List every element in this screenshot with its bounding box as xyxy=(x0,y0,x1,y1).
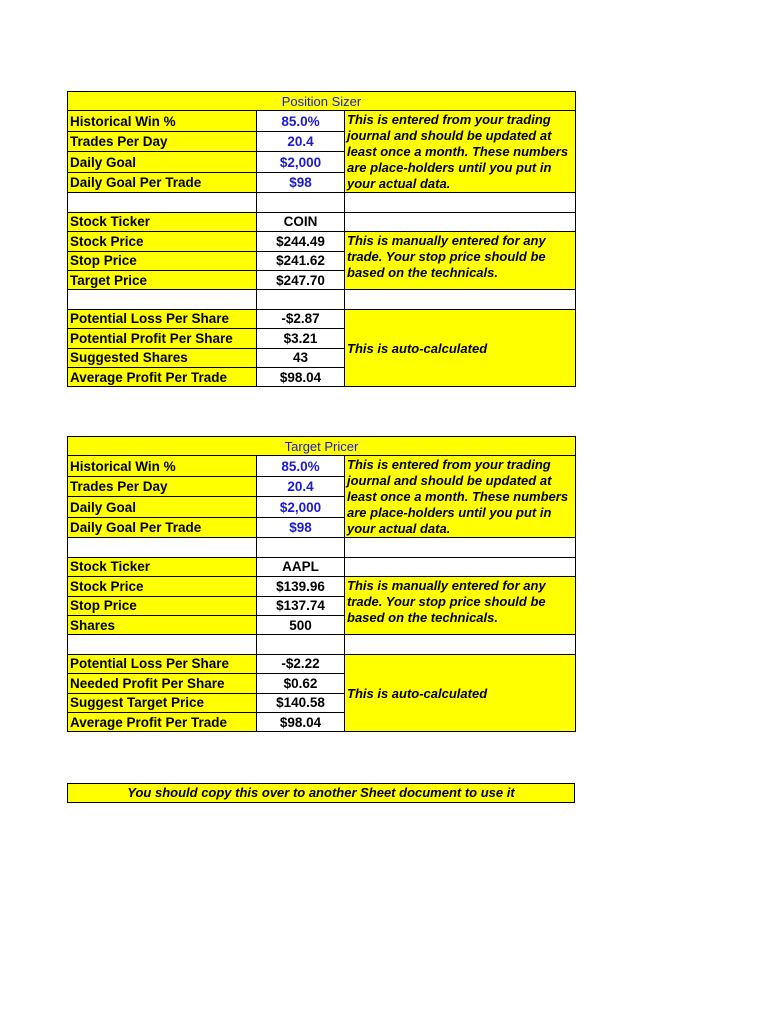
target-pricer-title: Target Pricer xyxy=(68,437,576,456)
potential-profit-cell[interactable]: $3.21 xyxy=(257,329,345,348)
needed-profit-label: Needed Profit Per Share xyxy=(68,674,257,693)
potential-loss-cell[interactable]: -$2.22 xyxy=(257,654,345,673)
stop-price-cell[interactable]: $137.74 xyxy=(257,596,345,615)
average-profit-cell[interactable]: $98.04 xyxy=(257,367,345,386)
auto-note: This is auto-calculated xyxy=(345,654,576,732)
historical-win-cell[interactable]: 85.0% xyxy=(257,456,345,477)
journal-note: This is entered from your trading journal and should be updated at least once a month. These numbers are place-holders until you put in your actual data. xyxy=(345,456,576,538)
blank-cell[interactable] xyxy=(345,290,576,309)
stock-ticker-cell[interactable]: COIN xyxy=(257,212,345,231)
potential-loss-label: Potential Loss Per Share xyxy=(68,654,257,673)
stop-price-cell[interactable]: $241.62 xyxy=(257,251,345,270)
blank-cell[interactable] xyxy=(68,193,257,212)
historical-win-cell[interactable]: 85.0% xyxy=(257,111,345,132)
historical-win-label: Historical Win % xyxy=(68,111,257,132)
target-price-cell[interactable]: $247.70 xyxy=(257,270,345,289)
trades-per-day-cell[interactable]: 20.4 xyxy=(257,131,345,152)
stock-ticker-label: Stock Ticker xyxy=(68,557,257,576)
daily-goal-per-trade-label: Daily Goal Per Trade xyxy=(68,172,257,193)
stock-price-cell[interactable]: $139.96 xyxy=(257,577,345,596)
daily-goal-per-trade-cell[interactable]: $98 xyxy=(257,172,345,193)
blank-cell[interactable] xyxy=(257,290,345,309)
daily-goal-per-trade-label: Daily Goal Per Trade xyxy=(68,517,257,538)
blank-cell[interactable] xyxy=(68,290,257,309)
position-sizer-table xyxy=(67,91,576,387)
daily-goal-cell[interactable]: $2,000 xyxy=(257,497,345,518)
daily-goal-label: Daily Goal xyxy=(68,497,257,518)
stop-price-label: Stop Price xyxy=(68,596,257,615)
manual-note: This is manually entered for any trade. Your stop price should be based on the technicals. xyxy=(345,232,576,290)
copy-instruction-note: You should copy this over to another Sheet document to use it xyxy=(67,783,575,803)
manual-note: This is manually entered for any trade. Your stop price should be based on the technicals. xyxy=(345,577,576,635)
blank-cell[interactable] xyxy=(257,193,345,212)
potential-profit-label: Potential Profit Per Share xyxy=(68,329,257,348)
suggested-shares-label: Suggested Shares xyxy=(68,348,257,367)
blank-cell[interactable] xyxy=(68,538,257,557)
blank-cell[interactable] xyxy=(257,635,345,654)
trades-per-day-label: Trades Per Day xyxy=(68,131,257,152)
daily-goal-per-trade-cell[interactable]: $98 xyxy=(257,517,345,538)
blank-cell[interactable] xyxy=(345,212,576,231)
average-profit-cell[interactable]: $98.04 xyxy=(257,712,345,731)
potential-loss-cell[interactable]: -$2.87 xyxy=(257,309,345,328)
stock-price-label: Stock Price xyxy=(68,577,257,596)
blank-cell[interactable] xyxy=(68,635,257,654)
journal-note: This is entered from your trading journal and should be updated at least once a month. These numbers are place-holders until you put in your actual data. xyxy=(345,111,576,193)
position-sizer-title: Position Sizer xyxy=(68,92,576,111)
stock-price-label: Stock Price xyxy=(68,232,257,251)
trades-per-day-cell[interactable]: 20.4 xyxy=(257,476,345,497)
blank-cell[interactable] xyxy=(257,538,345,557)
shares-cell[interactable]: 500 xyxy=(257,615,345,634)
suggest-target-cell[interactable]: $140.58 xyxy=(257,693,345,712)
stock-ticker-cell[interactable]: AAPL xyxy=(257,557,345,576)
blank-cell[interactable] xyxy=(345,635,576,654)
blank-cell[interactable] xyxy=(345,538,576,557)
potential-loss-label: Potential Loss Per Share xyxy=(68,309,257,328)
stock-price-cell[interactable]: $244.49 xyxy=(257,232,345,251)
blank-cell[interactable] xyxy=(345,193,576,212)
stock-ticker-label: Stock Ticker xyxy=(68,212,257,231)
needed-profit-cell[interactable]: $0.62 xyxy=(257,674,345,693)
suggested-shares-cell[interactable]: 43 xyxy=(257,348,345,367)
daily-goal-label: Daily Goal xyxy=(68,152,257,173)
target-price-label: Target Price xyxy=(68,270,257,289)
target-pricer-table xyxy=(67,436,576,732)
auto-note: This is auto-calculated xyxy=(345,309,576,387)
trades-per-day-label: Trades Per Day xyxy=(68,476,257,497)
suggest-target-label: Suggest Target Price xyxy=(68,693,257,712)
daily-goal-cell[interactable]: $2,000 xyxy=(257,152,345,173)
shares-label: Shares xyxy=(68,615,257,634)
stop-price-label: Stop Price xyxy=(68,251,257,270)
blank-cell[interactable] xyxy=(345,557,576,576)
historical-win-label: Historical Win % xyxy=(68,456,257,477)
average-profit-label: Average Profit Per Trade xyxy=(68,367,257,386)
average-profit-label: Average Profit Per Trade xyxy=(68,712,257,731)
